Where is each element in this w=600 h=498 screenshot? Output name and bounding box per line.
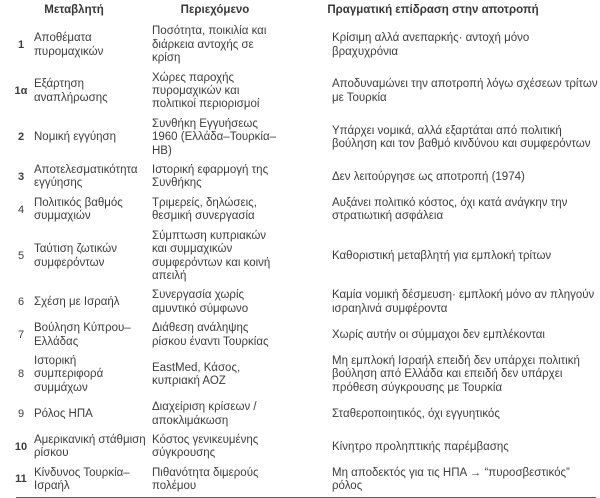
effect-cell: Αυξάνει πολιτικό κόστος, όχι κατά ανάγκην την στρατιωτική ασφάλεια (332, 196, 568, 223)
header-row (12, 2, 598, 22)
row-number: 9 (17, 407, 25, 420)
row-number: 5 (17, 249, 25, 262)
table-row (12, 431, 598, 464)
effect-cell: Χωρίς αυτήν οι σύμμαχοι δεν εμπλέκονται (332, 328, 545, 341)
row-number: 7 (17, 328, 25, 341)
effect-cell: Μη αποδεκτός για τις ΗΠΑ → “πυροσβεστικός” ρόλος (332, 466, 570, 493)
effect-cell: Δεν λειτούργησε ως αποτροπή (1974) (332, 170, 525, 183)
header-variable: Μεταβλητή (44, 4, 104, 16)
variable-cell: Νομική εγγύηση (34, 131, 117, 144)
effect-cell: Υπάρχει νομικά, αλλά εξαρτάται από πολιτική βούληση και τον βαθμό κινδύνου και συμφερόντων (332, 124, 591, 150)
deterrence-variables-table (12, 2, 598, 497)
row-number: 3 (17, 170, 25, 183)
effect-cell: Κίνητρο προληπτικής παρέμβασης (332, 440, 509, 453)
variable-cell: Αποτελεσματικότητα εγγύησης (34, 164, 138, 190)
variable-cell: Εξάρτηση αναπλήρωσης (34, 78, 108, 104)
content-cell: Πιθανότητα διμερούς πολέμου (152, 466, 259, 493)
variable-cell: Αποθέματα πυρομαχικών (34, 32, 104, 58)
table-row (12, 352, 598, 398)
row-number: 11 (15, 473, 27, 486)
content-cell: EastMed, Κάσος, κυπριακή ΑΟΖ (152, 361, 241, 388)
content-cell: Τριμερείς, δηλώσεις, θεσμική συνεργασία (152, 196, 257, 223)
content-cell: Ποσότητα, ποικιλία και διάρκεια αντοχής σε κρίση (152, 25, 267, 65)
row-number: 10 (14, 440, 28, 453)
content-cell: Κόστος γενικευμένης σύγκρουσης (152, 433, 259, 460)
variable-cell: Ταύτιση ζωτικών συμφερόντων (34, 243, 118, 269)
table-row (12, 464, 598, 497)
content-cell: Διάθεση ανάληψης ρίσκου έναντι Τουρκίας (152, 322, 269, 348)
variable-cell: Βούληση Κύπρου–Ελλάδας (34, 322, 131, 348)
row-number: 6 (17, 296, 25, 309)
row-number: 1α (14, 85, 28, 98)
content-cell: Χώρες παροχής πυρομαχικών και πολιτικοί περιορισμοί (152, 71, 260, 111)
header-content: Περιεχόμενο (180, 4, 250, 16)
header-effect: Πραγματική επίδραση στην αποτροπή (327, 4, 539, 16)
content-cell: Διαχείριση κρίσεων / αποκλιμάκωση (152, 401, 257, 427)
table-row (12, 286, 598, 319)
row-number: 4 (17, 203, 25, 216)
effect-cell: Μη εμπλοκή Ισραήλ επειδή δεν υπάρχει πολιτική βούληση από Ελλάδα και επειδή δεν υπάρχει πρόθεση σύγκρουσης με Τουρκία (332, 354, 580, 394)
table-body (12, 22, 598, 496)
variable-cell: Πολιτικός βαθμός συμμαχιών (34, 196, 123, 223)
content-cell: Συνεργασία χωρίς αμυντικό σύμφωνο (152, 289, 249, 315)
variable-cell: Αμερικανική στάθμιση ρίσκου (34, 433, 146, 460)
table-row (12, 115, 598, 161)
effect-cell: Καθοριστική μεταβλητή για εμπλοκή τρίτων (332, 249, 552, 262)
table-row (12, 69, 598, 115)
table-row (12, 161, 598, 194)
table-row (12, 319, 598, 352)
row-number: 8 (17, 368, 25, 381)
effect-cell: Αποδυναμώνει την αποτροπή λόγω σχέσεων τρίτων με Τουρκία (332, 78, 598, 104)
content-cell: Ιστορική εφαρμογή της Συνθήκης (152, 164, 269, 190)
row-number: 2 (17, 131, 25, 144)
variable-cell: Ιστορική συμπεριφορά συμμάχων (34, 354, 104, 394)
content-cell: Σύμπτωση κυπριακών και συμμαχικών συμφερόντων και κοινή απειλή (152, 229, 271, 282)
effect-cell: Καμία νομική δέσμευση· εμπλοκή μόνο αν πληγούν ισραηλινά συμφέροντα (332, 289, 595, 315)
variable-cell: Σχέση με Ισραήλ (34, 296, 120, 309)
table-row (12, 22, 598, 68)
row-number: 1 (17, 38, 25, 51)
effect-cell: Σταθεροποιητικός, όχι εγγυητικός (332, 407, 500, 420)
content-cell: Συνθήκη Εγγυήσεως 1960 (Ελλάδα–Τουρκία–ΗΒ) (152, 117, 277, 157)
table-row (12, 398, 598, 431)
variable-cell: Κίνδυνος Τουρκία–Ισραήλ (34, 466, 130, 493)
effect-cell: Κρίσιμη αλλά ανεπαρκής· αντοχή μόνο βραχυχρόνια (332, 32, 530, 58)
variable-cell: Ρόλος ΗΠΑ (34, 407, 93, 420)
table-row (12, 194, 598, 227)
table-row (12, 227, 598, 287)
